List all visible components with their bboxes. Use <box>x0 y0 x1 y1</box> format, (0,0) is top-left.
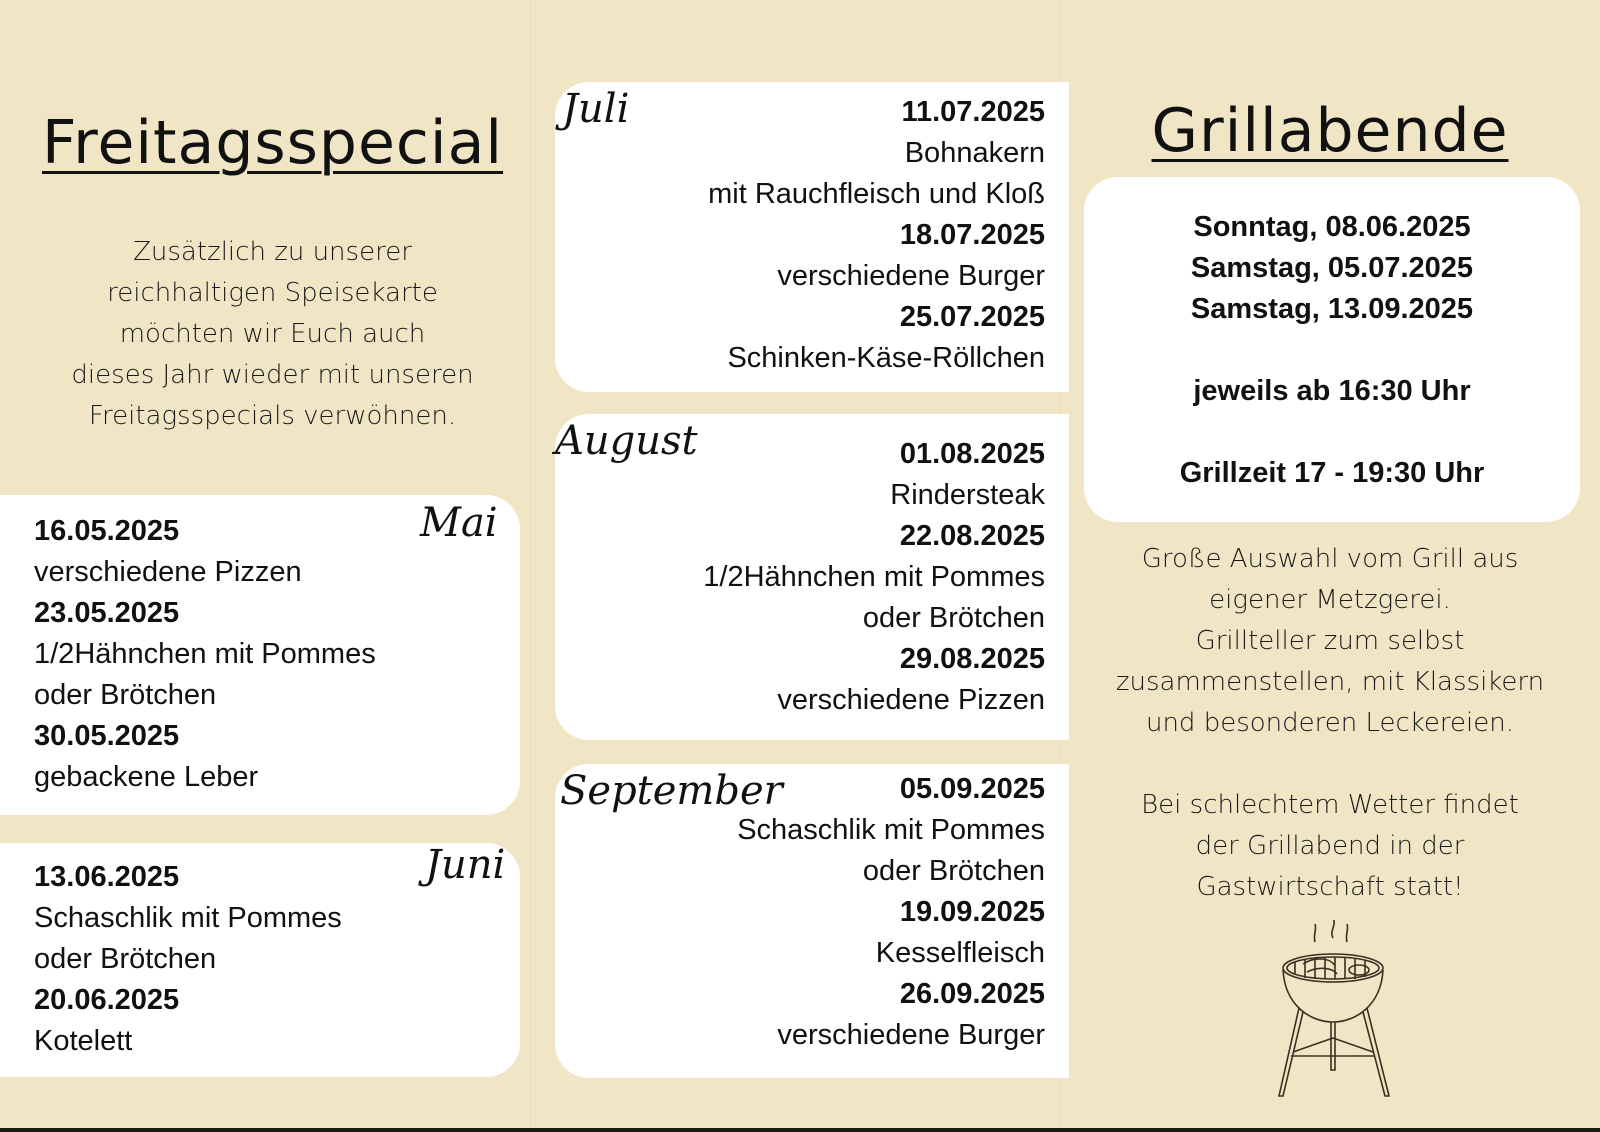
intro-line: Freitagsspecials verwöhnen. <box>88 401 457 431</box>
september-entries <box>600 769 1045 1056</box>
month-label-june: Juni <box>425 842 506 888</box>
weather-line: der Grillabend in der <box>1195 831 1465 861</box>
august-entries <box>600 434 1045 721</box>
intro-line: Zusätzlich zu unserer <box>133 237 412 267</box>
entry-dish: verschiedene Pizzen <box>777 684 1045 716</box>
entry-date: 26.09.2025 <box>899 978 1045 1010</box>
intro-line: reichhaltigen Speisekarte <box>107 278 438 308</box>
start-time: jeweils ab 16:30 Uhr <box>1193 375 1471 407</box>
entry-dish: Schaschlik mit Pommes <box>737 814 1045 846</box>
entry-date: 23.05.2025 <box>34 597 180 629</box>
entry-date: 11.07.2025 <box>901 96 1045 128</box>
entry-date: 22.08.2025 <box>899 520 1045 552</box>
entry-dish: mit Rauchfleisch und Kloß <box>708 178 1045 210</box>
entry-dish: Kotelett <box>34 1025 133 1057</box>
july-entries <box>600 92 1045 379</box>
june-entries <box>34 857 342 1062</box>
intro-text <box>0 232 545 437</box>
entry-dish: Kesselfleisch <box>875 937 1045 969</box>
entry-dish: oder Brötchen <box>34 943 217 975</box>
entry-dish: oder Brötchen <box>862 855 1045 887</box>
grill-date: Samstag, 13.09.2025 <box>1190 293 1474 325</box>
grill-dates <box>1084 207 1580 494</box>
entry-date: 16.05.2025 <box>34 515 180 547</box>
entry-dish: 1/2Hähnchen mit Pommes <box>34 638 376 670</box>
description-line: Große Auswahl vom Grill aus <box>1141 544 1519 574</box>
entry-date: 30.05.2025 <box>34 720 180 752</box>
grillabende-title: Grillabende <box>1151 96 1509 166</box>
entry-dish: oder Brötchen <box>862 602 1045 634</box>
description-line: Grillteller zum selbst <box>1195 626 1465 656</box>
grill-time: Grillzeit 17 - 19:30 Uhr <box>1179 457 1485 489</box>
entry-date: 13.06.2025 <box>34 861 180 893</box>
entry-date: 18.07.2025 <box>899 219 1045 251</box>
intro-line: dieses Jahr wieder mit unseren <box>71 360 474 390</box>
entry-dish: oder Brötchen <box>34 679 217 711</box>
entry-date: 29.08.2025 <box>899 643 1045 675</box>
grill-date: Samstag, 05.07.2025 <box>1190 252 1474 284</box>
entry-date: 05.09.2025 <box>899 773 1045 805</box>
month-label-may: Mai <box>420 500 498 546</box>
weather-line: Bei schlechtem Wetter findet <box>1141 790 1519 820</box>
entry-dish: Schinken-Käse-Röllchen <box>727 342 1045 374</box>
month-label-september: September <box>560 768 783 814</box>
barbecue-grill-icon <box>1275 920 1395 1105</box>
description-line: und besonderen Leckereien. <box>1145 708 1515 738</box>
entry-date: 01.08.2025 <box>899 438 1045 470</box>
month-label-august: August <box>555 418 698 464</box>
description-line: eigener Metzgerei. <box>1209 585 1451 615</box>
entry-dish: Bohnakern <box>904 137 1045 169</box>
may-entries <box>34 511 376 798</box>
freitagsspecial-title: Freitagsspecial <box>41 108 504 178</box>
weather-line: Gastwirtschaft statt! <box>1196 872 1464 902</box>
entry-dish: verschiedene Burger <box>777 1019 1045 1051</box>
entry-date: 19.09.2025 <box>899 896 1045 928</box>
entry-dish: verschiedene Burger <box>777 260 1045 292</box>
grill-date: Sonntag, 08.06.2025 <box>1193 211 1471 243</box>
entry-dish: Schaschlik mit Pommes <box>34 902 342 934</box>
entry-dish: Rindersteak <box>890 479 1045 511</box>
grill-description <box>1080 539 1580 908</box>
bottom-border <box>0 1128 1600 1132</box>
entry-date: 20.06.2025 <box>34 984 180 1016</box>
entry-dish: verschiedene Pizzen <box>34 556 302 588</box>
entry-dish: gebackene Leber <box>34 761 259 793</box>
description-line: zusammenstellen, mit Klassikern <box>1115 667 1545 697</box>
entry-dish: 1/2Hähnchen mit Pommes <box>703 561 1045 593</box>
intro-line: möchten wir Euch auch <box>119 319 426 349</box>
entry-date: 25.07.2025 <box>899 301 1045 333</box>
month-label-july: Juli <box>562 86 630 132</box>
